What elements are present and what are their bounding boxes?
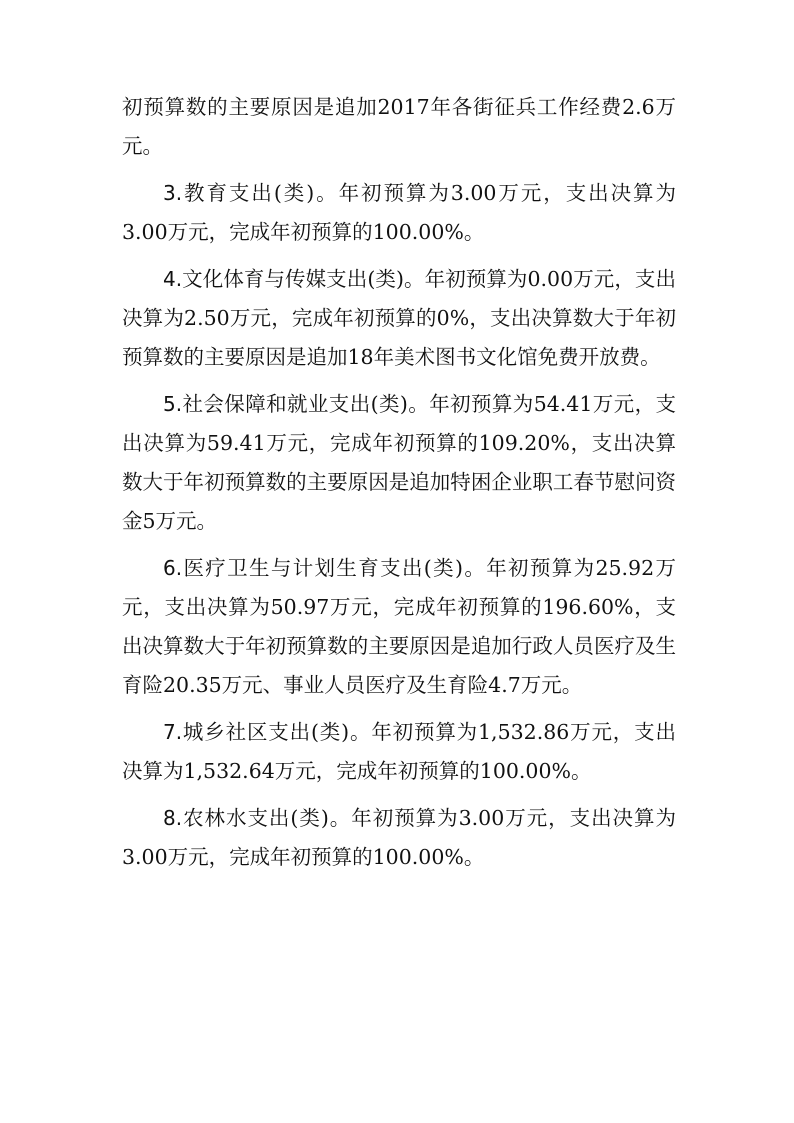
item-number: 5. [163, 392, 183, 416]
paragraph-text: 文化体育与传媒支出(类)。年初预算为0.00万元，支出决算为2.50万元，完成年初预算的0%，支出决算数大于年初预算数的主要原因是追加18年美术图书文化馆免费开放费。 [122, 267, 676, 369]
paragraph-social-security [122, 385, 676, 541]
item-number: 8. [163, 806, 183, 830]
paragraph-text: 农林水支出(类)。年初预算为3.00万元，支出决算为3.00万元，完成年初预算的100.00%。 [122, 806, 676, 869]
item-number: 3. [163, 181, 183, 205]
paragraph-text: 医疗卫生与计划生育支出(类)。年初预算为25.92万元，支出决算为50.97万元，完成年初预算的196.60%，支出决算数大于年初预算数的主要原因是追加行政人员医疗及生育险20.35万元、事业人员医疗及生育险4.7万元。 [122, 556, 676, 697]
item-number: 7. [163, 720, 183, 744]
paragraph-text: 初预算数的主要原因是追加2017年各街征兵工作经费2.6万元。 [122, 95, 676, 158]
paragraph-continuation [122, 88, 676, 166]
paragraph-text: 教育支出(类)。年初预算为3.00万元，支出决算为3.00万元，完成年初预算的100.00%。 [122, 181, 676, 244]
paragraph-agriculture [122, 799, 676, 877]
paragraph-text: 社会保障和就业支出(类)。年初预算为54.41万元，支出决算为59.41万元，完成年初预算的109.20%，支出决算数大于年初预算数的主要原因是追加特困企业职工春节慰问资金5万元。 [122, 392, 676, 533]
paragraph-text: 城乡社区支出(类)。年初预算为1,532.86万元，支出决算为1,532.64万元，完成年初预算的100.00%。 [122, 720, 676, 783]
paragraph-healthcare [122, 549, 676, 705]
document-page [122, 88, 676, 885]
paragraph-urban-rural [122, 713, 676, 791]
paragraph-culture [122, 260, 676, 377]
item-number: 6. [163, 556, 183, 580]
paragraph-education [122, 174, 676, 252]
item-number: 4. [163, 267, 183, 291]
